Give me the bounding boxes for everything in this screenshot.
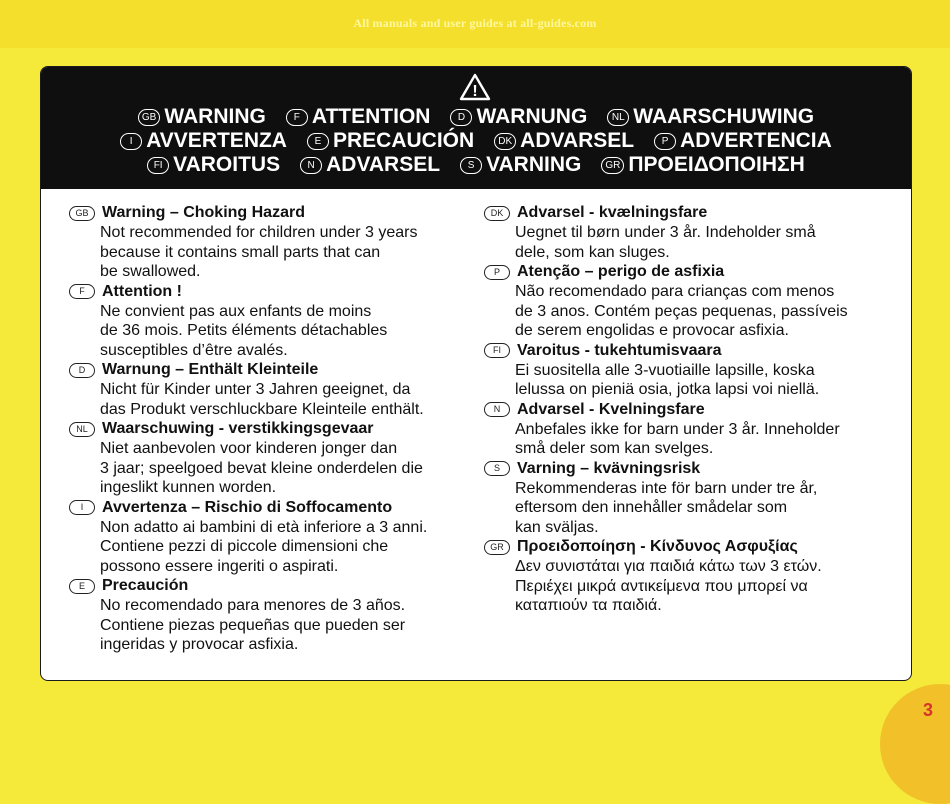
entry-body: Not recommended for children under 3 years because it contains small parts that can be swallowed. — [100, 224, 418, 280]
entry-body: Niet aanbevolen voor kinderen jonger dan 3 jaar; speelgoed bevat kleine onderdelen die ingeslikt kunnen worden. — [100, 440, 423, 496]
header-item — [607, 105, 814, 129]
warning-entry-p — [484, 262, 904, 341]
warning-header — [41, 67, 911, 189]
warning-entry-nl — [69, 419, 479, 498]
header-label: PRECAUCIÓN — [332, 129, 475, 152]
entry-body: Nicht für Kinder unter 3 Jahren geeignet, da das Produkt verschluckbare Kleinteile enthält. — [100, 381, 424, 418]
country-badge: P — [484, 265, 510, 280]
svg-text:!: ! — [472, 83, 478, 100]
warning-entry-s — [484, 459, 904, 538]
entry-title: Advarsel - Kvelningsfare — [517, 400, 705, 418]
right-column — [484, 203, 904, 616]
header-item — [450, 105, 587, 129]
header-item — [147, 153, 280, 177]
header-label: WARNING — [164, 105, 266, 128]
entry-title: Varoitus - tukehtumisvaara — [517, 341, 722, 359]
entry-title: Advarsel - kvælningsfare — [517, 204, 708, 221]
header-label: ΠΡΟΕΙΔΟΠΟΙΗΣΗ — [628, 153, 805, 176]
header-label: WARNUNG — [476, 105, 588, 128]
left-column — [69, 203, 479, 655]
warning-entry-d — [69, 360, 479, 419]
country-badge: S — [460, 157, 482, 174]
top-note: All manuals and user guides at all-guides.com — [353, 16, 597, 30]
warning-card — [40, 66, 912, 681]
header-item — [307, 129, 474, 153]
country-badge: NL — [69, 422, 95, 437]
warning-entry-f — [69, 282, 479, 361]
country-badge: F — [69, 284, 95, 299]
entry-body: Uegnet til børn under 3 år. Indeholder små dele, som kan sluges. — [515, 224, 816, 261]
entry-body: Ne convient pas aux enfants de moins de 36 mois. Petits éléments détachables susceptibles d’être avalés. — [100, 302, 388, 359]
country-badge: GR — [601, 157, 624, 174]
header-item — [286, 105, 431, 129]
country-badge: DK — [494, 133, 516, 150]
country-badge: S — [484, 461, 510, 476]
warning-entry-gb — [69, 203, 479, 282]
country-badge: GR — [484, 540, 510, 555]
header-item — [120, 129, 287, 153]
header-label: ATTENTION — [311, 105, 431, 128]
header-label: ADVARSEL — [520, 129, 635, 152]
entry-body: Não recomendado para crianças com menos de 3 anos. Contém peças pequenas, passíveis de serem engolidas e provocar asfixia. — [515, 283, 848, 339]
warning-entry-dk — [484, 203, 904, 262]
country-badge: I — [69, 500, 95, 515]
header-label: VARNING — [486, 153, 582, 176]
header-label: ADVERTENCIA — [680, 129, 832, 152]
header-item — [460, 153, 581, 177]
page-number: 3 — [922, 700, 933, 720]
entry-title: Varning – kvävningsrisk — [517, 459, 701, 477]
header-row-1 — [41, 105, 911, 129]
country-badge: E — [69, 579, 95, 594]
header-item — [300, 153, 440, 177]
entry-body: Ei suositella alle 3-vuotiaille lapsille, koska lelussa on pieniä osia, jotka lapsi voi niellä. — [515, 361, 820, 398]
entry-title: Warning – Choking Hazard — [102, 204, 305, 221]
country-badge: P — [654, 133, 676, 150]
header-label: VAROITUS — [173, 153, 281, 176]
entry-body: Δεν συνιστάται για παιδιά κάτω των 3 ετών. Περιέχει μικρά αντικείμενα που μπορεί να καταπιούν τα παιδιά. — [515, 558, 822, 614]
entry-body: Anbefales ikke for barn under 3 år. Inneholder små deler som kan svelges. — [515, 420, 840, 457]
header-item — [654, 129, 832, 153]
warning-triangle-icon — [459, 73, 491, 101]
entry-title: Προειδοποίηση - Κίνδυνος Ασφυξίας — [517, 538, 798, 555]
entry-title: Atenção – perigo de asfixia — [517, 263, 725, 280]
header-label: AVVERTENZA — [146, 129, 287, 152]
header-label: WAARSCHUWING — [633, 105, 815, 128]
entry-title: Avvertenza – Rischio di Soffocamento — [102, 498, 393, 516]
country-badge: GB — [69, 206, 95, 221]
header-item — [138, 105, 266, 129]
header-row-3 — [41, 153, 911, 177]
country-badge: DK — [484, 206, 510, 221]
country-badge: N — [300, 157, 322, 174]
country-badge: FI — [147, 157, 169, 174]
entry-title: Waarschuwing - verstikkingsgevaar — [102, 420, 374, 437]
header-label: ADVARSEL — [326, 153, 441, 176]
entry-body: Rekommenderas inte för barn under tre år, eftersom den innehåller smådelar som kan sväljas. — [515, 479, 818, 536]
country-badge: D — [69, 363, 95, 378]
entry-title: Attention ! — [102, 282, 182, 300]
country-badge: FI — [484, 343, 510, 358]
warning-entry-n — [484, 400, 904, 459]
entry-body: Non adatto ai bambini di età inferiore a 3 anni. Contiene pezzi di piccole dimensioni che possono essere ingeriti o aspirati. — [100, 518, 428, 575]
header-item — [494, 129, 634, 153]
country-badge: E — [307, 133, 329, 150]
warning-entry-gr — [484, 537, 904, 616]
header-row-2 — [41, 129, 911, 153]
entry-body: No recomendado para menores de 3 años. Contiene piezas pequeñas que pueden ser ingeridas y provocar asfixia. — [100, 597, 406, 653]
entry-title: Precaución — [102, 577, 189, 594]
country-badge: N — [484, 402, 510, 417]
country-badge: NL — [607, 109, 629, 126]
warning-entry-fi — [484, 341, 904, 400]
country-badge: D — [450, 109, 472, 126]
header-item — [601, 153, 804, 177]
country-badge: F — [286, 109, 308, 126]
country-badge: I — [120, 133, 142, 150]
entry-title: Warnung – Enthält Kleinteile — [102, 361, 319, 378]
country-badge: GB — [138, 109, 160, 126]
warning-entry-i — [69, 498, 479, 577]
warning-entry-e — [69, 576, 479, 655]
